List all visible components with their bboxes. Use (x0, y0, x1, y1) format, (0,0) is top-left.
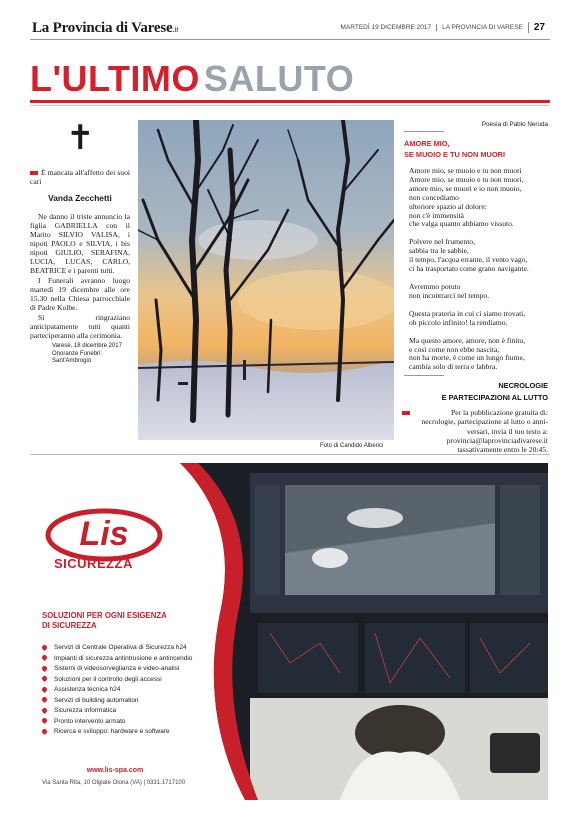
page-number: 27 (528, 22, 550, 33)
lis-advertisement[interactable] (30, 463, 548, 800)
location-pin-icon (41, 665, 48, 672)
deceased-name: Vanda Zecchetti (48, 193, 112, 203)
list-item: Servizi di Centrale Operativa di Sicurezza h24 (42, 643, 192, 654)
obituary-funeral-home: Onoranze Funebri: Sant'Ambrogio (52, 350, 103, 364)
poem-title (404, 138, 505, 160)
location-pin-icon (41, 707, 48, 714)
poem-stanza: Amore mio, se muoio e tu non muori Amore mio, se muoio e tu non muori, amore mio, se muori e io non muoio, non concediamo ulteriore spazio al dolore: non c'è immensità che valga quanto abbiamo vissuto. (409, 166, 524, 229)
masthead (30, 18, 550, 40)
obituary-meta (52, 343, 130, 366)
page-title (30, 58, 354, 100)
ad-address: Via Santa Rita, 10 Olgiate Olona (VA) | 0331.1717100 (42, 780, 186, 786)
poem-stanza: Polvere nel frumento, sabbia tra le sabbie, il tempo, l'acqua errante, il vento vago, ci ha trasportato come grano navigante. (409, 237, 529, 274)
ad-website-link[interactable]: www.lis-spa.com (86, 767, 144, 774)
poem-stanza: Ma questo amore, amore, non è finito, e così come non ebbe nascita, non ha morte, è come un lungo fiume, cambia solo di terra e labbra. (409, 335, 526, 372)
ad-services-list (42, 643, 192, 738)
location-pin-icon (41, 696, 48, 703)
poem-stanza: Questa prateria in cui ci siamo trovati, oh piccolo infinito! la rendiamo. (409, 308, 526, 327)
ad-brand: SICUREZZA (54, 556, 133, 571)
logo-text: La Provincia di Varese (32, 20, 173, 36)
location-pin-icon (41, 728, 48, 735)
list-item: Sicurezza informatica (42, 706, 192, 717)
red-bullet-icon (30, 171, 38, 175)
list-item: Soluzioni per il controllo degli accessi (42, 675, 192, 686)
winter-sunset-photo (138, 120, 394, 440)
logo-wordmark: Lis (79, 515, 129, 553)
list-item: Impianti di sicurezza antintrusione e antincendio (42, 654, 192, 665)
photo-credit: Foto di Candido Alberici (320, 443, 384, 449)
header-date: MARTEDÌ 19 DICEMBRE 2017 (340, 24, 432, 31)
ad-headline: SOLUZIONI PER OGNI ESIGENZA DI SICUREZZA (42, 611, 167, 630)
title-part1: L'ULTIMO (30, 58, 200, 99)
poem-rule (404, 131, 444, 132)
poem-body (409, 167, 549, 381)
location-pin-icon (41, 644, 48, 651)
title-rule (30, 100, 550, 103)
newspaper-logo[interactable] (32, 20, 178, 37)
poem-stanza: Avremmo potuto non incontrarci nel tempo. (409, 281, 490, 300)
title-rule-thin (30, 105, 550, 106)
location-pin-icon (41, 686, 48, 693)
necrologie-rule (404, 375, 444, 376)
necrologie-email-link[interactable]: provincia@laprovinciadivarese.it (446, 435, 548, 445)
obituary-intro: È mancata all'affetto dei suoi cari (30, 168, 130, 186)
necrologie-title: NECROLOGIE E PARTECIPAZIONI AL LUTTO (441, 381, 548, 402)
obituary-place-date: Varese, 18 dicembre 2017 (52, 343, 122, 349)
location-pin-icon (41, 654, 48, 661)
logo-suffix: .it (172, 25, 179, 34)
list-item: Pronto intervento armato (42, 717, 192, 728)
necrologie-text: Per la pubblicazione gratuita di: necrologie, partecipazione al lutto o anni- versari, invia il tuo testo a: provincia@laprovinciadivarese.it tassativamente entro le 20:45. (402, 408, 548, 454)
obituary (30, 168, 130, 366)
location-pin-icon (41, 675, 48, 682)
poem-title-line: AMORE MIO, (404, 139, 450, 148)
red-bullet-icon (402, 411, 410, 415)
list-item: Assistenza tecnica h24 (42, 685, 192, 696)
location-pin-icon (41, 717, 48, 724)
section-divider (30, 454, 550, 455)
title-part2: SALUTO (203, 58, 355, 99)
obituary-paragraph: Si ringraziano anticipatamente tutti quanti parteciperanno alla cerimonia. (30, 313, 130, 340)
header-meta (336, 22, 550, 33)
list-item: Servizi di building automation (42, 696, 192, 707)
obituary-paragraph: I Funerali avranno luogo martedì 19 dicembre alle ore 15.30 nella Chiesa parrocchiale di Padre Kolbe. (30, 276, 130, 312)
poem-attribution: Poesia di Pablo Neruda (481, 121, 548, 128)
list-item: Ricerca e sviluppo: hardware e software (42, 727, 192, 738)
poem-title-line: SE MUOIO E TU NON MUORI (404, 150, 506, 159)
header-section: LA PROVINCIA DI VARESE (436, 24, 528, 31)
list-item: Sistemi di videosorveglianza e video-analisi (42, 664, 192, 675)
cross-icon: ✝ (66, 120, 95, 157)
obituary-paragraph: Ne danno il triste annuncio la figlia GABRIELLA con il Marito SILVIO VALISA, i nipoti PAOLO e SILVIA, i bis nipoti GIULIO, SERAFINA, LUCIA, LUCAS, CARLO, BEATRICE e i parenti tutti. (30, 212, 130, 275)
